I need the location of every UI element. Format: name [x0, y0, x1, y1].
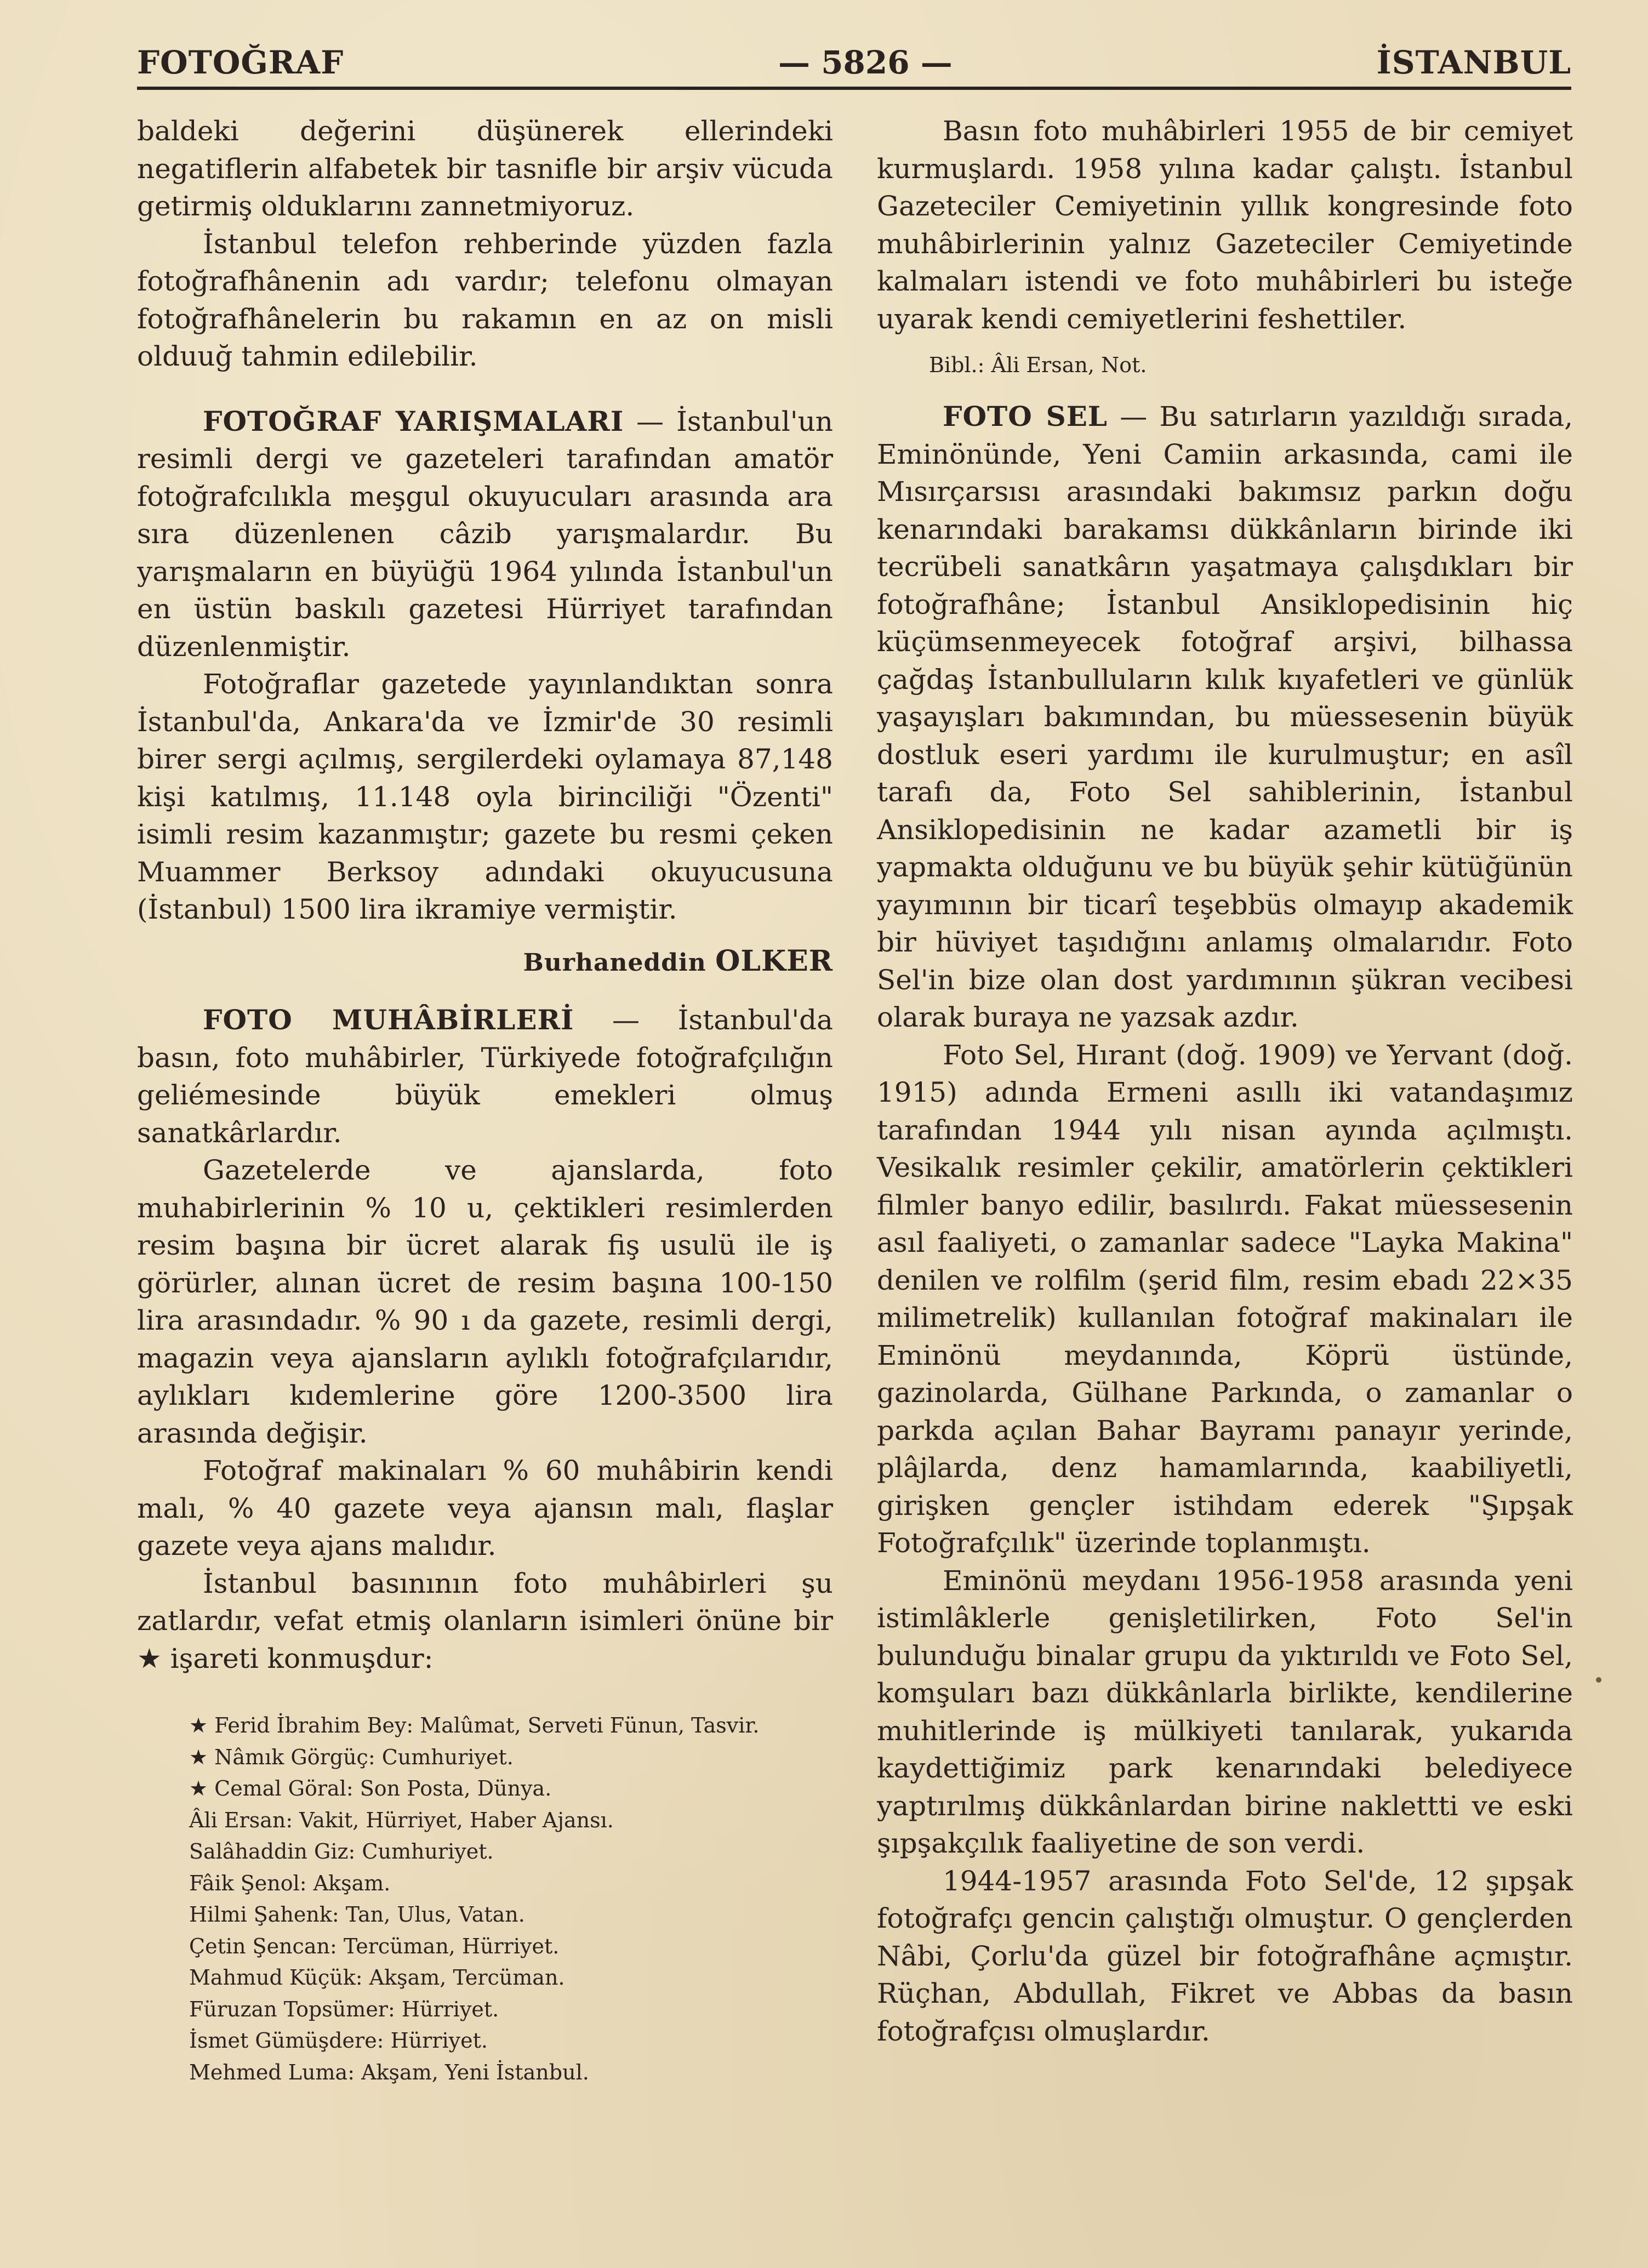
article-heading: FOTO SEL	[943, 400, 1108, 432]
paragraph: İstanbul basınının foto muhâbirleri şu zatlardır, vefat etmiş olanların isimleri önüne bir ★ işareti konmuşdur:	[137, 1567, 833, 1674]
page-number: — 5826 —	[778, 44, 953, 81]
author-first-name: Burhaneddin	[523, 948, 706, 977]
paragraph: Fotoğraflar gazetede yayınlandıktan sonra İstanbul'da, Ankara'da ve İzmir'de 30 resimli birer sergi açılmış, sergilerdeki oylamaya 87,148 kişi katılmış, 11.148 oyla birinciliği "Özenti" isimli resim kazanmıştır; gazete bu resmi çeken Muammer Berksoy adındaki okuyucusuna (İstanbul) 1500 lira ikramiye vermiştir.	[137, 668, 833, 925]
list-item: ★ Cemal Göral: Son Posta, Dünya.	[189, 1776, 552, 1800]
list-item: İsmet Gümüşdere: Hürriyet.	[189, 2028, 488, 2053]
paragraph: baldeki değerini düşünerek ellerindeki negatiflerin alfabetek bir tasnifle bir arşiv vücuda getirmiş olduklarını zannetmiyoruz.	[137, 115, 833, 222]
paragraph: Eminönü meydanı 1956-1958 arasında yeni istimlâklerle genişletilirken, Foto Sel'in bulunduğu binalar grupu da yıktırıldı ve Foto Sel, komşuları bazı dükkânlarla birlikte, kendilerine muhitlerinde iş mülkiyeti tanılarak, yukarıda kaydettiğimiz park kenarındaki belediyece yaptırılmış dükkânlardan birine naklettti ve eski şıpşakçılık faaliyetine de son verdi.	[877, 1564, 1573, 1859]
article-text: — İstanbul'da basın, foto muhâbirler, Türkiyede fotoğrafçılığın geliémesinde büyük emekleri olmuş sanatkârlardır.	[137, 1004, 833, 1149]
list-item: Hilmi Şahenk: Tan, Ulus, Vatan.	[189, 1902, 525, 1927]
article-text: — Bu satırların yazıldığı sırada, Eminönünde, Yeni Camiin arkasında, cami ile Mısırçarsısı arasındaki bakımsız parkın doğu kenarındaki barakamsı dükkânların birinde iki tecrübeli sanatkârın yaşatmaya çalışdıkları bir fotoğrafhâne; İstanbul Ansiklopedisinin hiç küçümsenmeyecek fotoğraf arşivi, bilhassa çağdaş İstanbulluların kılık kıyafetleri ve günlük yaşayışları bakımından, bu müessesenin büyük dostluk eseri yardımı ile kurulmuştur; en asîl tarafı da, Foto Sel sahiblerinin, İstanbul Ansiklopedisinin ne kadar azametli bir iş yapmakta olduğunu ve bu büyük şehir kütüğünün yayımının bir ticarî teşebbüs olmayıp akademik bir hüviyet taşıdığını anlamış olmalarıdır. Foto Sel'in bize olan dost yardımının şükran vecibesi olarak buraya ne yazsak azdır.	[877, 401, 1573, 1033]
author-signature	[137, 943, 833, 982]
header-rule	[137, 87, 1571, 90]
list-item: Mehmed Luma: Akşam, Yeni İstanbul.	[189, 2060, 589, 2084]
paragraph: Foto Sel, Hırant (doğ. 1909) ve Yervant (doğ. 1915) adında Ermeni asıllı iki vatandaşımız tarafından 1944 yılı nisan ayında açılmıştı. Vesikalık resimler çekilir, amatörlerin çektikleri filmler banyo edilir, basılırdı. Fakat müessesenin asıl faaliyeti, o zamanlar sadece "Layka Makina" denilen ve rolfilm (şerid film, resim ebadı 22×35 milimetrelik) kullanılan fotoğraf makinaları ile Eminönü meydanında, Köprü üstünde, gazinolarda, Gülhane Parkında, o zamanlar o parkda açılan Bahar Bayramı panayır yerinde, plâjlarda, denz hamamlarında, kaabiliyetli, girişken gençler istihdam ederek "Şıpşak Fotoğrafçılık" üzerinde toplanmıştı.	[877, 1039, 1573, 1559]
running-head-left: FOTOĞRAF	[137, 44, 344, 81]
author-last-name: OLKER	[715, 944, 833, 978]
paragraph: Basın foto muhâbirleri 1955 de bir cemiyet kurmuşlardı. 1958 yılına kadar çalıştı. İstanbul Gazeteciler Cemiyetinin yıllık kongresinde foto muhâbirlerinin yalnız Gazeteciler Cemiyetinde kalmaları istendi ve foto muhâbirleri bu isteğe uyarak kendi cemiyetlerini feshettiler.	[877, 115, 1573, 335]
list-item: ★ Ferid İbrahim Bey: Malûmat, Serveti Fünun, Tasvir.	[189, 1713, 760, 1737]
paragraph: Gazetelerde ve ajanslarda, foto muhabirlerinin % 10 u, çektikleri resimlerden resim başına bir ücret alarak fiş usulü ile iş görürler, alınan ücret de resim başına 100-150 lira arasındadır. % 90 ı da gazete, resimli dergi, magazin veya ajansların aylıklı fotoğrafçılarıdır, aylıkları kıdemlerine göre 1200-3500 lira arasında değişir.	[137, 1154, 833, 1449]
page-header	[137, 33, 1571, 93]
list-item: Mahmud Küçük: Akşam, Tercüman.	[189, 1965, 565, 1990]
list-item: Çetin Şencan: Tercüman, Hürriyet.	[189, 1934, 560, 1958]
bibliography: Bibl.: Âli Ersan, Not.	[929, 353, 1147, 377]
margin-ink-dot	[1596, 1677, 1601, 1683]
list-item: Fâik Şenol: Akşam.	[189, 1871, 391, 1895]
article-foto-sel	[877, 398, 1573, 1036]
paragraph: Fotoğraf makinaları % 60 muhâbirin kendi malı, % 40 gazete veya ajansın malı, flaşlar gazete veya ajans malıdır.	[137, 1455, 833, 1562]
list-item: Âli Ersan: Vakit, Hürriyet, Haber Ajansı.	[189, 1808, 614, 1832]
article-heading: FOTOĞRAF YARIŞMALARI	[203, 404, 624, 437]
photographer-list	[137, 1710, 833, 2088]
right-column	[877, 112, 1573, 2050]
list-item: Salâhaddin Giz: Cumhuriyet.	[189, 1839, 494, 1864]
paragraph: İstanbul telefon rehberinde yüzden fazla fotoğrafhânenin adı vardır; telefonu olmayan fotoğrafhânelerin bu rakamın en az on misli olduuğ tahmin edilebilir.	[137, 227, 833, 372]
paragraph: 1944-1957 arasında Foto Sel'de, 12 şıpşak fotoğrafçı gencin çalıştığı olmuştur. O gençlerden Nâbi, Çorlu'da güzel bir fotoğrafhâne açmıştır. Rüçhan, Abdullah, Fikret ve Abbas da basın fotoğrafçısı olmuşlardır.	[877, 1865, 1573, 2047]
left-column	[137, 112, 833, 2088]
article-text: — İstanbul'un resimli dergi ve gazeteleri tarafından amatör fotoğrafcılıkla meşgul okuyucuları arasında ara sıra düzenlenen câzib yarışmalardır. Bu yarışmaların en büyüğü 1964 yılında İstanbul'un en üstün baskılı gazetesi Hürriyet tarafından düzenlenmiştir.	[137, 405, 834, 663]
article-heading: FOTO MUHÂBİRLERİ	[203, 1004, 574, 1036]
list-item: Füruzan Topsümer: Hürriyet.	[189, 1997, 499, 2021]
article-foto-yarismalari	[137, 403, 833, 666]
article-foto-muhabirleri	[137, 1001, 833, 1152]
list-item: ★ Nâmık Görgüç: Cumhuriyet.	[189, 1745, 514, 1769]
running-head-right: İSTANBUL	[1376, 44, 1571, 81]
